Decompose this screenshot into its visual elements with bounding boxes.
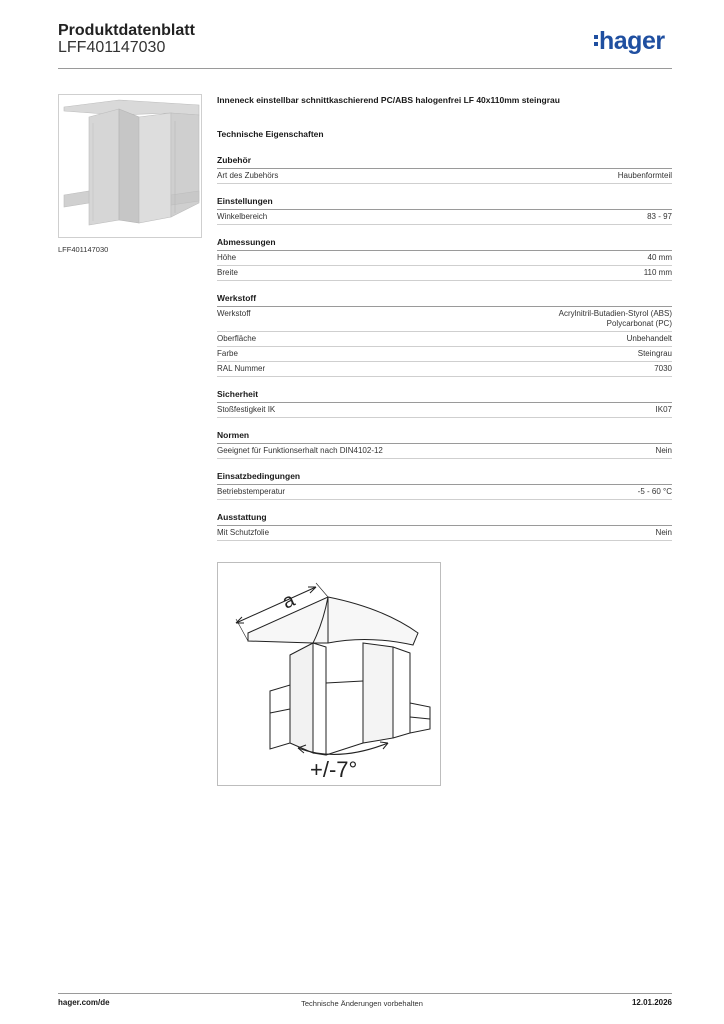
table-row (217, 332, 672, 347)
row-value: Unbehandelt (626, 334, 672, 343)
row-label: Geeignet für Funktionserhalt nach DIN4102-12 (217, 446, 383, 455)
corner-drawing-icon (218, 563, 440, 785)
section-title: Zubehör (217, 155, 672, 169)
row-value: 40 mm (647, 253, 672, 262)
product-image (58, 94, 202, 238)
product-code-header: LFF401147030 (58, 39, 166, 56)
footer-website-link[interactable]: hager.com/de (58, 998, 110, 1007)
table-row (217, 169, 672, 184)
table-row (217, 403, 672, 418)
dimension-label: a (279, 588, 299, 614)
footer-date: 12.01.2026 (631, 998, 672, 1007)
logo-text: hager (599, 27, 665, 55)
hager-logo (594, 27, 665, 56)
row-value: 110 mm (643, 268, 672, 277)
section-sicherheit (217, 389, 672, 418)
product-image-caption: LFF401147030 (58, 245, 109, 254)
row-value: IK07 (655, 405, 672, 414)
technical-properties-title: Technische Eigenschaften (217, 129, 324, 139)
section-title: Ausstattung (217, 512, 672, 526)
table-row (217, 266, 672, 281)
section-abmessungen (217, 237, 672, 281)
row-label: Art des Zubehörs (217, 171, 279, 180)
section-normen (217, 430, 672, 459)
row-label: Stoßfestigkeit IK (217, 405, 276, 414)
angle-label: +/-7° (310, 757, 358, 782)
row-value: Acrylnitril-Butadien-Styrol (ABS) Polycarbonat (PC) (558, 309, 672, 328)
page-title: Produktdatenblatt (58, 22, 195, 39)
row-label: Betriebstemperatur (217, 487, 286, 496)
row-label: RAL Nummer (217, 364, 266, 373)
row-value: Nein (655, 528, 672, 537)
table-row (217, 307, 672, 332)
section-werkstoff (217, 293, 672, 377)
technical-drawing (217, 562, 441, 786)
section-title: Einstellungen (217, 196, 672, 210)
row-label: Farbe (217, 349, 238, 358)
row-value: Nein (655, 446, 672, 455)
section-title: Werkstoff (217, 293, 672, 307)
product-description: Inneneck einstellbar schnittkaschierend PC/ABS halogenfrei LF 40x110mm steingrau (217, 95, 560, 105)
row-value: 7030 (654, 364, 672, 373)
table-row (217, 251, 672, 266)
table-row (217, 526, 672, 541)
footer-divider (58, 993, 672, 994)
table-row (217, 362, 672, 377)
section-einsatzbedingungen (217, 471, 672, 500)
section-title: Einsatzbedingungen (217, 471, 672, 485)
section-title: Sicherheit (217, 389, 672, 403)
row-label: Oberfläche (217, 334, 257, 343)
row-label: Höhe (217, 253, 237, 262)
row-value: Steingrau (637, 349, 672, 358)
section-einstellungen (217, 196, 672, 225)
section-ausstattung (217, 512, 672, 541)
section-title: Normen (217, 430, 672, 444)
table-row (217, 210, 672, 225)
row-label: Werkstoff (217, 309, 251, 318)
row-value: Haubenformteil (617, 171, 672, 180)
table-row (217, 444, 672, 459)
section-zubehoer (217, 155, 672, 184)
footer-disclaimer: Technische Änderungen vorbehalten (301, 999, 423, 1008)
row-label: Mit Schutzfolie (217, 528, 270, 537)
section-title: Abmessungen (217, 237, 672, 251)
table-row (217, 347, 672, 362)
row-value: 83 - 97 (647, 212, 672, 221)
row-label: Winkelbereich (217, 212, 268, 221)
logo-dots-icon (594, 35, 598, 49)
row-value: -5 - 60 °C (637, 487, 672, 496)
header-divider (58, 68, 672, 69)
product-photo-icon (59, 95, 201, 237)
row-label: Breite (217, 268, 238, 277)
table-row (217, 485, 672, 500)
product-details (217, 95, 672, 579)
